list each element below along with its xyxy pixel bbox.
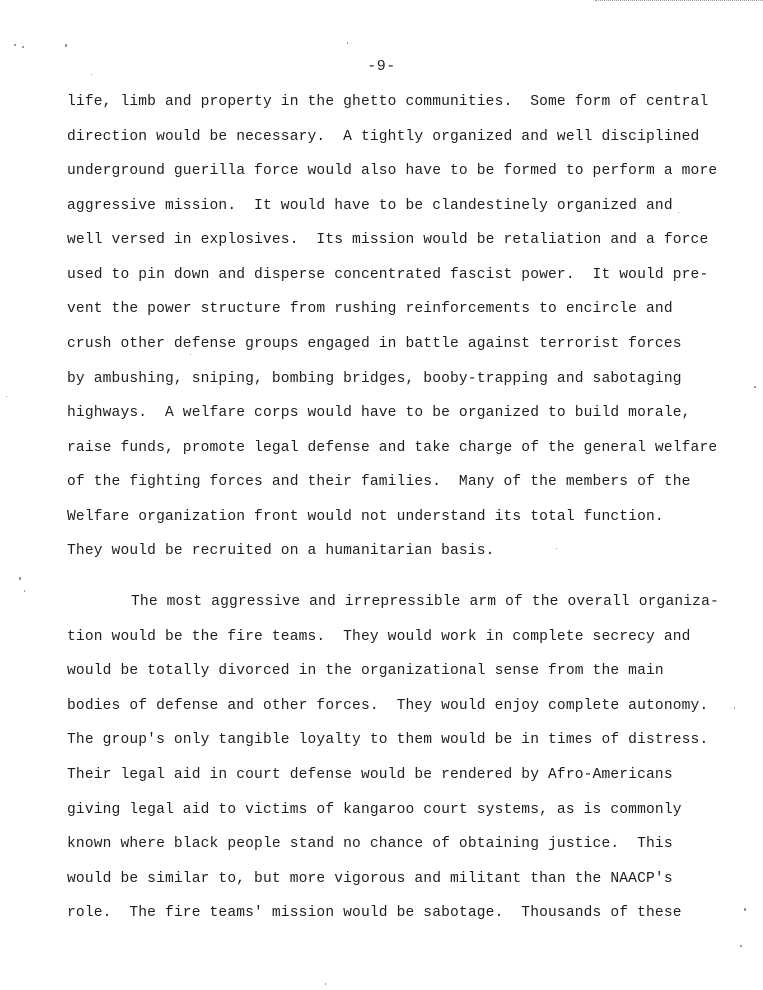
text-line: The group's only tangible loyalty to them would be in times of distress. [67, 732, 709, 748]
scan-speck [556, 548, 557, 549]
text-line: role. The fire teams' mission would be sabotage. Thousands of these [67, 905, 682, 921]
scan-speck [754, 386, 756, 388]
scan-speck [65, 44, 67, 47]
text-line: raise funds, promote legal defense and take charge of the general welfare [67, 440, 718, 456]
scan-speck [19, 577, 21, 580]
text-line: They would be recruited on a humanitarian basis. [67, 543, 495, 559]
text-line: Welfare organization front would not understand its total function. [67, 509, 664, 525]
scan-speck [6, 396, 7, 397]
scan-speck [22, 46, 24, 48]
text-line: used to pin down and disperse concentrated fascist power. It would pre- [67, 267, 709, 283]
text-line: highways. A welfare corps would have to be organized to build morale, [67, 405, 691, 421]
text-line: well versed in explosives. Its mission would be retaliation and a force [67, 232, 709, 248]
scan-speck [190, 354, 191, 355]
text-line: underground guerilla force would also have to be formed to perform a more [67, 163, 718, 179]
scan-speck [24, 590, 25, 592]
text-line: aggressive mission. It would have to be clandestinely organized and [67, 198, 673, 214]
scan-speck [744, 908, 746, 911]
text-line: The most aggressive and irrepressible arm of the overall organiza- [131, 594, 719, 610]
page-edge-dotted-line [595, 0, 763, 1]
text-line: would be totally divorced in the organizational sense from the main [67, 663, 664, 679]
text-line: by ambushing, sniping, bombing bridges, booby-trapping and sabotaging [67, 371, 682, 387]
scan-speck [14, 44, 16, 46]
text-line: known where black people stand no chance of obtaining justice. This [67, 836, 673, 852]
text-line: crush other defense groups engaged in battle against terrorist forces [67, 336, 682, 352]
text-line: Their legal aid in court defense would be rendered by Afro-Americans [67, 767, 673, 783]
text-line: direction would be necessary. A tightly organized and well disciplined [67, 129, 700, 145]
scan-speck [91, 74, 92, 75]
scan-speck [325, 983, 326, 985]
scan-speck [678, 212, 679, 213]
scan-speck [347, 42, 348, 44]
text-line: bodies of defense and other forces. They would enjoy complete autonomy. [67, 698, 709, 714]
page-number: -9- [367, 58, 396, 75]
text-line: of the fighting forces and their families. Many of the members of the [67, 474, 691, 490]
text-line: giving legal aid to victims of kangaroo court systems, as is commonly [67, 802, 682, 818]
text-line: tion would be the fire teams. They would work in complete secrecy and [67, 629, 691, 645]
text-line: would be similar to, but more vigorous and militant than the NAACP's [67, 871, 673, 887]
text-line: vent the power structure from rushing reinforcements to encircle and [67, 301, 673, 317]
scan-speck [734, 707, 735, 709]
text-line: life, limb and property in the ghetto communities. Some form of central [67, 94, 709, 110]
scan-speck [740, 945, 742, 947]
